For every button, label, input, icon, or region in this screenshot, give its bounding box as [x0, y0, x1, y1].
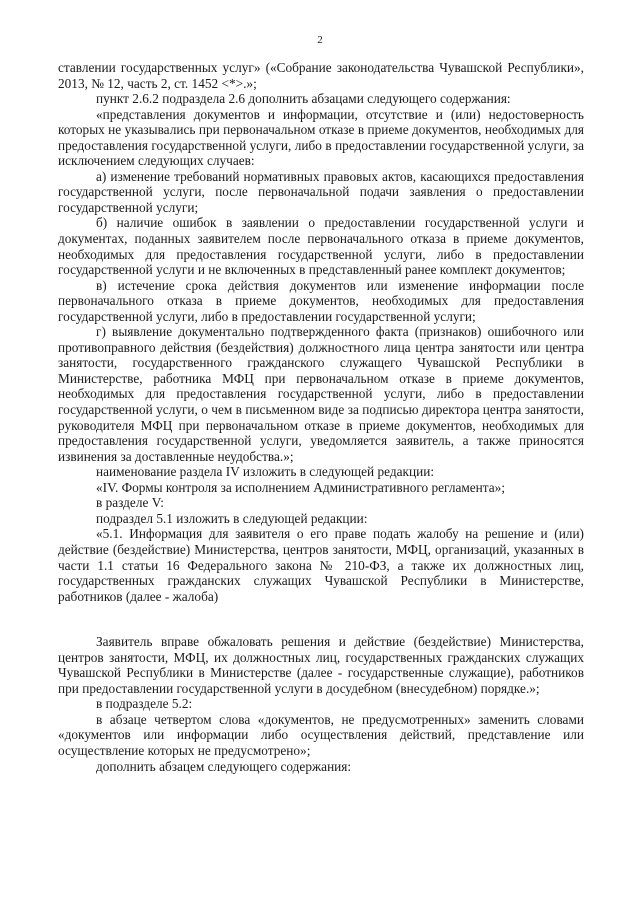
page-number: 2: [317, 34, 323, 46]
paragraph-case-g: г) выявление документально подтвержденного факта (признаков) ошибочного или противоправного действия (бездействия) должностного лица центра занятости или центра занятости, государственного гражданского служащего Чувашской Республики в Министерстве, работника МФЦ при первоначальном отказе в приеме документов, необходимых для предоставления государственной услуги, либо в предоставлении государственной услуги, о чем в письменном виде за подписью директора центра занятости, руководителя МФЦ при первоначальном отказе в приеме документов, необходимых для предоставления государственной услуги, уведомляется заявитель, а также приносятся извинения за доставленные неудобства.»;: [58, 324, 584, 464]
document-body: [58, 60, 584, 774]
paragraph-section-iv-text: «IV. Формы контроля за исполнением Административного регламента»;: [96, 479, 506, 495]
paragraph-applicant-right: Заявитель вправе обжаловать решения и действие (бездействие) Министерства, центров занятости, МФЦ, их должностных лиц, государственных гражданских служащих Чувашской Республики в Министерстве (далее - государственные служащие), работников при предоставлении государственной услуги в досудебном (внесудебном) порядке.»;: [58, 634, 584, 696]
paragraph-quote-start: «представления документов и информации, отсутствие и (или) недостоверность которых не указывались при первоначальном отказе в приеме документов, необходимых для предоставления государственной услуги, либо в предоставлении государственной услуги, за исключением следующих случаев:: [58, 106, 584, 169]
paragraph-case-a: а) изменение требований нормативных правовых актов, касающихся предоставления государственной услуги, после первоначальной подачи заявления о предоставлении государственной услуги;: [58, 168, 584, 215]
paragraph-continuation: ставлении государственных услуг» («Собрание законодательства Чувашской Республики», 2013, № 12, часть 2, ст. 1452 <*>.»;: [58, 60, 584, 91]
paragraph-section-v: в разделе V:: [96, 495, 165, 511]
paragraph-case-v: в) истечение срока действия документов или изменение информации после первоначального отказа в приеме документов, необходимых для предоставления государственной услуги, либо в предоставлении государственной услуги;: [58, 277, 584, 324]
paragraph-item-2-6-2: пункт 2.6.2 подраздела 2.6 дополнить абзацами следующего содержания:: [96, 91, 511, 107]
paragraph-fourth-abzats: в абзаце четвертом слова «документов, не предусмотренных» заменить словами «документов или информации либо осуществления действий, представление или осуществление которых не предусмотрено»;: [58, 711, 584, 758]
paragraph-case-b: б) наличие ошибок в заявлении о предоставлении государственной услуги и документах, поданных заявителем после первоначального отказа в приеме документов, необходимых для предоставления государственной услуги, либо в предоставлении государственной услуги и не включенных в представленный ранее комплект документов;: [58, 215, 584, 278]
paragraph-5-1-text: «5.1. Информация для заявителя о его праве подать жалобу на решение и (или) действие (бездействие) Министерства, центров занятости, МФЦ, организаций, указанных в части 1.1 статьи 16 Федерального закона № 210-ФЗ, а также их должностных лиц, государственных гражданских служащих Чувашской Республики в Министерстве, работников (далее - жалоба): [58, 526, 584, 604]
paragraph-section-iv-title: наименование раздела IV изложить в следующей редакции:: [96, 464, 435, 480]
paragraph-subsection-5-1: подраздел 5.1 изложить в следующей редакции:: [96, 510, 368, 526]
paragraph-add-abzats: дополнить абзацем следующего содержания:: [96, 758, 352, 774]
paragraph-subsection-5-2: в подразделе 5.2:: [96, 696, 193, 712]
